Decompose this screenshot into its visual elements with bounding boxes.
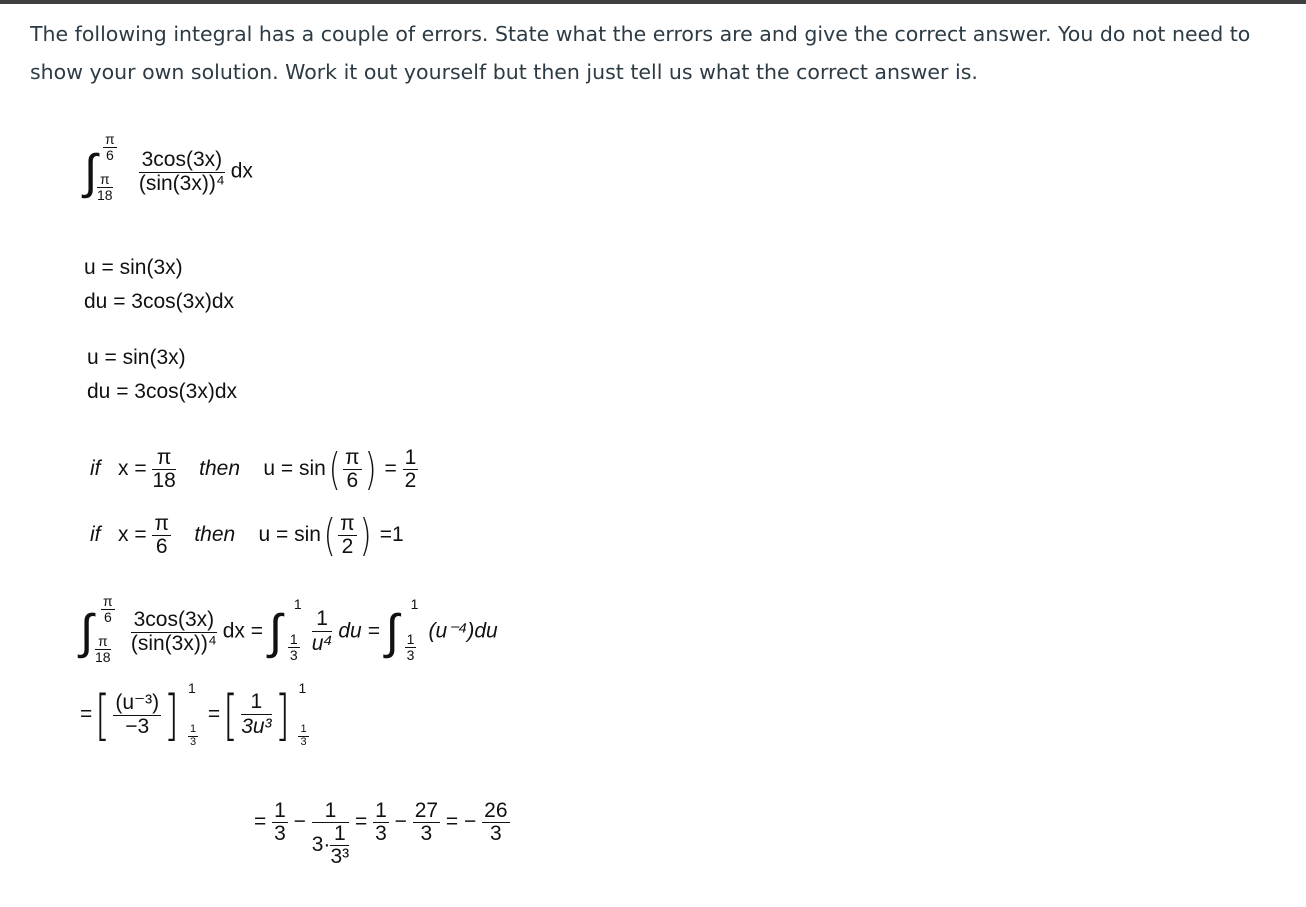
- limit-row-2: if x = $\frac{\pi}{6}$ then u = sin( $\frac{\pi}{2}$ ) =1: [90, 510, 404, 561]
- work-line-2: =[ $\frac{\text{(u⁻³)}}{-3}$ ] 1 $\frac{1}{3}$ =[ $\frac{1}{\text{3u³}}$] 1 $\frac{1}{3}$: [80, 680, 307, 748]
- lower-limit: $\frac{\pi}{18}$: [97, 171, 113, 203]
- problem-integral: [84, 132, 253, 212]
- sub1-u: u = sin(3x): [84, 256, 183, 279]
- question-prompt: The following integral has a couple of errors. State what the errors are and give the correct answer. You do not need to show your own solution. Work it out yourself but then just tell us what the correct answer is.: [30, 22, 1251, 84]
- integral-sign: ∫: [84, 144, 98, 200]
- dx: dx: [230, 159, 253, 183]
- integrand: $\frac{3\cos(3x)}{\text{(sin(3x))⁴}}$: [138, 148, 225, 195]
- work-line-3: = $\frac{1}{3}$ − 1 3· $\frac{1}{\text{3³}}$ = $\frac{1}{3}$ − $\frac{27}{3}$ = − $\frac{26}{3}$: [254, 799, 508, 869]
- top-border: [0, 0, 1306, 4]
- sub2-du: du = 3cos(3x)dx: [87, 380, 237, 403]
- limit-row-1: if x = $\frac{\pi}{18}$ then u = sin( $\frac{\pi}{6}$ ) = $\frac{1}{2}$: [90, 444, 417, 495]
- sub1-du: du = 3cos(3x)dx: [84, 290, 234, 313]
- sub2-u: u = sin(3x): [87, 346, 186, 369]
- work-line-1: ∫ $\frac{\pi}{6}$ $\frac{\pi}{18}$ $\frac{3\cos(3x)}{\text{(sin(3x))⁴}}$ dx = ∫ 1 $\frac{1}{3}$ $\frac{1}{\text{u⁴}}$ du = ∫ 1 $\frac{1}{3}$ (u⁻⁴)du: [80, 593, 498, 665]
- upper-limit: $\frac{\pi}{6}$: [105, 131, 115, 163]
